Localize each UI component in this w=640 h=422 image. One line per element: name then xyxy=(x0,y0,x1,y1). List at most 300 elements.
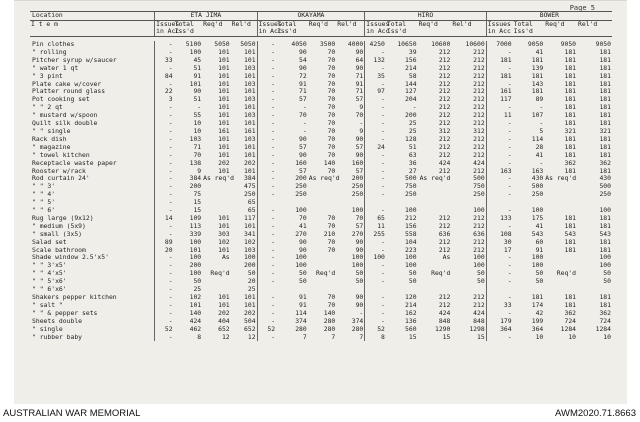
value-cell: 181 xyxy=(599,166,611,175)
value-cell xyxy=(544,183,577,191)
value-cell: 212 xyxy=(473,47,485,56)
value-cell: - xyxy=(486,223,512,231)
value-cell: 212 xyxy=(473,55,485,64)
value-cell: 90 xyxy=(299,237,307,246)
item-name: " " 3'x5' xyxy=(32,261,67,270)
value-cell: 75 xyxy=(193,190,202,199)
item-name: " " 6' xyxy=(32,206,56,215)
value-cell: - xyxy=(486,207,512,215)
value-cell: 181 xyxy=(599,87,611,96)
value-cell: 50 xyxy=(603,277,611,286)
value-cell: 212 xyxy=(438,166,451,175)
value-cell: 156 xyxy=(405,55,417,64)
item-name: " " 4'x5' xyxy=(32,269,67,278)
value-cell: 91 xyxy=(299,293,307,301)
value-cell: 212 xyxy=(473,87,485,96)
item-name: Shakers pepper kitchen xyxy=(32,293,117,301)
value-cell: 17 xyxy=(486,247,512,255)
item-name: Platter round glass xyxy=(32,87,106,96)
table-row xyxy=(30,247,612,255)
value-cell: 181 xyxy=(564,95,577,104)
value-cell: 100 xyxy=(405,253,417,262)
value-cell: - xyxy=(365,207,386,215)
value-cell: - xyxy=(486,136,512,144)
value-cell xyxy=(308,278,337,286)
value-cell: 90 xyxy=(193,87,202,96)
subheader-line-1: Req'd xyxy=(203,20,223,28)
value-cell: 57 xyxy=(355,221,364,230)
value-cell: 101 xyxy=(244,166,256,175)
table-row xyxy=(30,57,612,65)
value-cell: 101 xyxy=(244,293,256,301)
subheader-cell xyxy=(308,21,337,37)
value-cell: 101 xyxy=(244,142,256,151)
value-cell: - xyxy=(257,168,276,176)
value-cell: 140 xyxy=(323,308,336,317)
value-cell: 8 xyxy=(197,332,202,341)
value-cell: 212 xyxy=(438,150,451,159)
value-cell: 51 xyxy=(193,63,202,72)
item-name: Rooster w/rack xyxy=(32,166,86,175)
value-cell: 250 xyxy=(295,190,307,199)
value-cell: 181 xyxy=(599,55,611,64)
value-cell: 101 xyxy=(218,63,230,72)
value-cell: 50 xyxy=(299,269,307,278)
table-row xyxy=(30,112,612,120)
value-cell: 424 xyxy=(438,158,451,167)
value-cell: 103 xyxy=(244,134,256,143)
value-cell: 4050 xyxy=(291,40,307,48)
value-cell: 102 xyxy=(244,237,256,246)
value-cell: 250 xyxy=(351,182,364,191)
value-cell: 179 xyxy=(486,318,512,326)
value-cell xyxy=(202,183,231,191)
value-cell: 108 xyxy=(486,231,512,239)
value-cell: 50 xyxy=(603,269,611,278)
value-cell: 200 xyxy=(405,111,417,120)
value-cell: 114 xyxy=(531,134,544,143)
value-cell: 15 xyxy=(193,198,202,207)
value-cell: 212 xyxy=(438,63,451,72)
item-name: " small (3x5) xyxy=(32,229,83,238)
value-cell: 636 xyxy=(473,229,485,238)
value-cell: 212 xyxy=(473,142,485,151)
value-cell: 202 xyxy=(218,308,230,317)
value-cell: 50 xyxy=(193,277,202,286)
value-cell: - xyxy=(155,175,174,183)
value-cell: 101 xyxy=(244,103,256,112)
value-cell: 321 xyxy=(599,126,611,135)
value-cell: 90 xyxy=(355,245,364,254)
value-cell: 101 xyxy=(218,55,230,64)
value-cell: 90 xyxy=(355,237,364,246)
value-cell: 212 xyxy=(473,119,485,128)
subheader-line-1: Issues xyxy=(258,20,282,28)
value-cell: 57 xyxy=(355,142,364,151)
value-cell: 103 xyxy=(244,111,256,120)
table-row xyxy=(30,310,612,318)
value-cell: 163 xyxy=(531,166,544,175)
value-cell: 200 xyxy=(295,174,307,183)
value-cell: 312 xyxy=(438,126,451,135)
value-cell: 133 xyxy=(486,215,512,223)
value-cell: - xyxy=(257,262,276,270)
value-cell: 101 xyxy=(218,142,230,151)
value-cell: - xyxy=(365,81,386,89)
table-row xyxy=(30,302,612,310)
value-cell: 212 xyxy=(473,63,485,72)
value-cell: 60 xyxy=(535,237,544,246)
value-cell: - xyxy=(486,278,512,286)
value-cell: - xyxy=(257,96,276,104)
value-cell: 70 xyxy=(327,95,336,104)
value-cell: 27 xyxy=(408,166,417,175)
value-cell: - xyxy=(365,239,386,247)
subheader-line-1: Issues xyxy=(487,20,511,28)
value-cell: 52 xyxy=(155,326,174,334)
value-cell: 424 xyxy=(473,308,485,317)
value-cell: 181 xyxy=(564,79,577,88)
value-cell: - xyxy=(539,103,544,112)
value-cell: - xyxy=(257,112,276,120)
value-cell: - xyxy=(155,254,174,262)
value-cell: 212 xyxy=(438,95,451,104)
value-cell: 70 xyxy=(193,150,202,159)
value-cell: - xyxy=(359,308,364,317)
value-cell: 212 xyxy=(438,134,451,143)
value-cell: - xyxy=(539,158,544,167)
item-name: " water 1 qt xyxy=(32,63,79,72)
value-cell: 214 xyxy=(405,63,417,72)
value-cell: - xyxy=(257,254,276,262)
value-cell: Req'd xyxy=(556,269,577,278)
value-cell: 57 xyxy=(355,95,364,104)
value-cell: 70 xyxy=(327,142,336,151)
value-cell: 91 xyxy=(193,71,202,80)
value-cell: - xyxy=(486,65,512,73)
value-cell: - xyxy=(155,302,174,310)
value-cell: 212 xyxy=(473,71,485,80)
value-cell: 57 xyxy=(299,166,307,175)
value-cell xyxy=(202,278,231,286)
value-cell: 212 xyxy=(438,142,451,151)
value-cell: 139 xyxy=(531,63,544,72)
value-cell: 136 xyxy=(405,316,417,325)
value-cell: 71 xyxy=(193,142,202,151)
value-cell: 384 xyxy=(189,174,202,183)
value-cell: - xyxy=(486,104,512,112)
value-cell: 101 xyxy=(218,221,230,230)
value-cell: 11 xyxy=(486,112,512,120)
value-cell: 500 xyxy=(405,174,417,183)
item-name: " " 3' xyxy=(32,182,56,191)
supply-ledger-table xyxy=(30,11,612,341)
value-cell: - xyxy=(257,136,276,144)
value-cell: 10600 xyxy=(431,40,451,48)
value-cell: 181 xyxy=(599,119,611,128)
value-cell: - xyxy=(155,160,174,168)
value-cell xyxy=(544,254,577,262)
value-cell: 9050 xyxy=(527,40,544,48)
value-cell: 500 xyxy=(473,174,485,183)
value-cell: 100 xyxy=(599,261,611,270)
value-cell: 70 xyxy=(327,166,336,175)
value-cell: 101 xyxy=(218,300,230,309)
value-cell: 100 xyxy=(473,253,485,262)
value-cell: 100 xyxy=(189,47,202,56)
value-cell: 70 xyxy=(355,213,364,222)
item-name: Sheets double xyxy=(32,316,83,325)
value-cell: - xyxy=(365,262,386,270)
value-cell: 156 xyxy=(405,221,417,230)
value-cell: 212 xyxy=(473,111,485,120)
value-cell: 504 xyxy=(244,316,256,325)
value-cell: - xyxy=(365,278,386,286)
value-cell: - xyxy=(257,239,276,247)
value-cell: 3 xyxy=(155,96,174,104)
value-cell: 63 xyxy=(408,150,417,159)
value-cell: 84 xyxy=(155,73,174,81)
value-cell: 65 xyxy=(247,198,256,207)
subheader-cell xyxy=(231,21,257,37)
value-cell: 24 xyxy=(365,144,386,152)
ledger-document xyxy=(14,0,627,405)
value-cell: - xyxy=(486,262,512,270)
value-cell: 91 xyxy=(535,245,544,254)
value-cell: 101 xyxy=(218,213,230,222)
subheader-line-1: Issues xyxy=(156,20,180,28)
value-cell: - xyxy=(365,104,386,112)
value-cell: 101 xyxy=(218,71,230,80)
value-cell: 65 xyxy=(365,215,386,223)
value-cell: - xyxy=(155,49,174,57)
value-cell: - xyxy=(302,126,307,135)
value-cell: 100 xyxy=(473,261,485,270)
subheader-cell xyxy=(544,21,577,37)
value-cell: 70 xyxy=(327,63,336,72)
subheader-line-2: Iss'd xyxy=(277,27,297,36)
value-cell: 212 xyxy=(473,166,485,175)
value-cell: 101 xyxy=(189,79,202,88)
value-cell: 70 xyxy=(327,237,336,246)
value-cell: 161 xyxy=(218,126,230,135)
value-cell: - xyxy=(486,310,512,318)
value-cell: - xyxy=(257,334,276,342)
value-cell: 15 xyxy=(193,206,202,215)
value-cell: 102 xyxy=(189,293,202,301)
value-cell: - xyxy=(365,247,386,255)
value-cell: 100 xyxy=(189,253,202,262)
table-row xyxy=(30,120,612,128)
value-cell: 39 xyxy=(408,47,417,56)
value-cell: - xyxy=(257,278,276,286)
value-cell: 22 xyxy=(155,88,174,96)
value-cell: 181 xyxy=(564,47,577,56)
value-cell: 100 xyxy=(531,261,544,270)
value-cell: 364 xyxy=(486,326,512,334)
value-cell: 181 xyxy=(564,300,577,309)
value-cell: 181 xyxy=(564,221,577,230)
value-cell: 113 xyxy=(189,221,202,230)
value-cell: 543 xyxy=(564,229,577,238)
item-name: " medium (5x9) xyxy=(32,221,86,230)
value-cell: 312 xyxy=(473,126,485,135)
subheader-line-1: Total xyxy=(386,20,407,28)
value-cell: 181 xyxy=(564,103,577,112)
value-cell: - xyxy=(365,112,386,120)
value-cell: 181 xyxy=(599,221,611,230)
table-row xyxy=(30,278,612,286)
value-cell: 50 xyxy=(247,269,256,278)
value-cell: As req'd xyxy=(308,174,340,183)
value-cell: 4000 xyxy=(347,40,364,48)
value-cell: 212 xyxy=(473,237,485,246)
value-cell: 1290 xyxy=(434,324,451,333)
value-cell: - xyxy=(365,160,386,168)
item-name: " mustard w/spoon xyxy=(32,111,98,120)
table-row xyxy=(30,175,612,183)
value-cell: 848 xyxy=(473,316,485,325)
value-cell: 70 xyxy=(327,47,336,56)
value-cell: 212 xyxy=(438,47,451,56)
value-cell: 181 xyxy=(599,95,611,104)
subheader-line-1: Req'd xyxy=(545,20,565,28)
value-cell: 58 xyxy=(408,71,417,80)
value-cell xyxy=(418,199,452,207)
value-cell: 321 xyxy=(564,126,577,135)
value-cell: 10 xyxy=(568,332,577,341)
value-cell: 25 xyxy=(408,119,417,128)
value-cell: - xyxy=(257,160,276,168)
value-cell: 543 xyxy=(599,229,611,238)
table-row xyxy=(30,81,612,89)
value-cell: 57 xyxy=(299,142,307,151)
value-cell xyxy=(202,191,231,199)
value-cell: 212 xyxy=(473,103,485,112)
subheader-line-2: Iss'd xyxy=(386,27,407,36)
value-cell: - xyxy=(257,152,276,160)
value-cell: 250 xyxy=(351,190,364,199)
value-cell: 107 xyxy=(531,111,544,120)
value-cell: 41 xyxy=(535,47,544,56)
value-cell: - xyxy=(257,310,276,318)
value-cell: - xyxy=(257,65,276,73)
value-cell: 212 xyxy=(473,79,485,88)
table-row xyxy=(30,191,612,199)
value-cell: 174 xyxy=(531,300,544,309)
value-cell: 424 xyxy=(189,316,202,325)
value-cell: 303 xyxy=(218,229,230,238)
value-cell: 1298 xyxy=(469,324,485,333)
value-cell: 20 xyxy=(155,247,174,255)
value-cell: 212 xyxy=(473,245,485,254)
value-cell: - xyxy=(257,215,276,223)
value-cell: 70 xyxy=(327,71,336,80)
value-cell: 35 xyxy=(365,73,386,81)
value-cell: 64 xyxy=(355,55,364,64)
value-cell: 1284 xyxy=(560,324,577,333)
value-cell: - xyxy=(155,152,174,160)
value-cell: 362 xyxy=(599,308,611,317)
value-cell: - xyxy=(257,41,276,49)
subheader-cell xyxy=(513,21,545,37)
value-cell: 97 xyxy=(365,88,386,96)
value-cell: 280 xyxy=(323,324,336,333)
item-name: Pitcher syrup w/saucer xyxy=(32,55,117,64)
value-cell: - xyxy=(302,119,307,128)
value-cell: 114 xyxy=(295,308,307,317)
value-cell: - xyxy=(486,160,512,168)
value-cell: 374 xyxy=(295,316,307,325)
value-cell: 212 xyxy=(438,245,451,254)
value-cell: - xyxy=(155,286,174,294)
value-cell: 199 xyxy=(531,316,544,325)
value-cell: 143 xyxy=(531,79,544,88)
value-cell xyxy=(544,191,577,199)
value-cell: - xyxy=(486,128,512,136)
value-cell: 101 xyxy=(218,47,230,56)
value-cell: 90 xyxy=(355,293,364,301)
subheader-line-1: Total xyxy=(277,20,297,28)
value-cell: 10 xyxy=(603,332,611,341)
value-cell: 70 xyxy=(327,126,336,135)
value-cell: 250 xyxy=(295,182,307,191)
item-name: " " 5' xyxy=(32,198,56,207)
value-cell: 50 xyxy=(477,269,485,278)
value-cell: 89 xyxy=(535,95,544,104)
value-cell: As req'd xyxy=(545,174,577,183)
value-cell: 100 xyxy=(244,253,256,262)
value-cell xyxy=(418,191,452,199)
value-cell: - xyxy=(155,231,174,239)
value-cell: 270 xyxy=(295,229,307,238)
value-cell: 41 xyxy=(535,221,544,230)
value-cell: 15 xyxy=(442,332,451,341)
value-cell: 104 xyxy=(405,237,417,246)
value-cell: 41 xyxy=(299,221,307,230)
value-cell: 101 xyxy=(189,300,202,309)
value-cell: 181 xyxy=(599,63,611,72)
archive-footer xyxy=(0,404,640,422)
value-cell: 10 xyxy=(193,119,202,128)
value-cell: 214 xyxy=(405,300,417,309)
table-row xyxy=(30,88,612,96)
value-cell: 212 xyxy=(438,103,451,112)
value-cell: 212 xyxy=(473,213,485,222)
value-cell: - xyxy=(365,270,386,278)
table-row xyxy=(30,73,612,81)
value-cell: - xyxy=(257,120,276,128)
value-cell: - xyxy=(257,191,276,199)
value-cell: 101 xyxy=(218,150,230,159)
value-cell: 101 xyxy=(218,87,230,96)
table-row xyxy=(30,183,612,191)
value-cell: 70 xyxy=(327,150,336,159)
value-cell: 70 xyxy=(327,55,336,64)
value-cell: 127 xyxy=(405,87,417,96)
value-cell: - xyxy=(302,103,307,112)
value-cell: - xyxy=(486,175,512,183)
value-cell: 204 xyxy=(405,95,417,104)
value-cell: 90 xyxy=(299,63,307,72)
subheader-cell xyxy=(418,21,452,37)
value-cell: - xyxy=(412,103,417,112)
table-row xyxy=(30,49,612,57)
value-cell: 90 xyxy=(355,150,364,159)
subheader-cell xyxy=(577,21,612,37)
archive-reference: AWM2020.71.8663 xyxy=(555,408,636,419)
value-cell: 10 xyxy=(535,332,544,341)
